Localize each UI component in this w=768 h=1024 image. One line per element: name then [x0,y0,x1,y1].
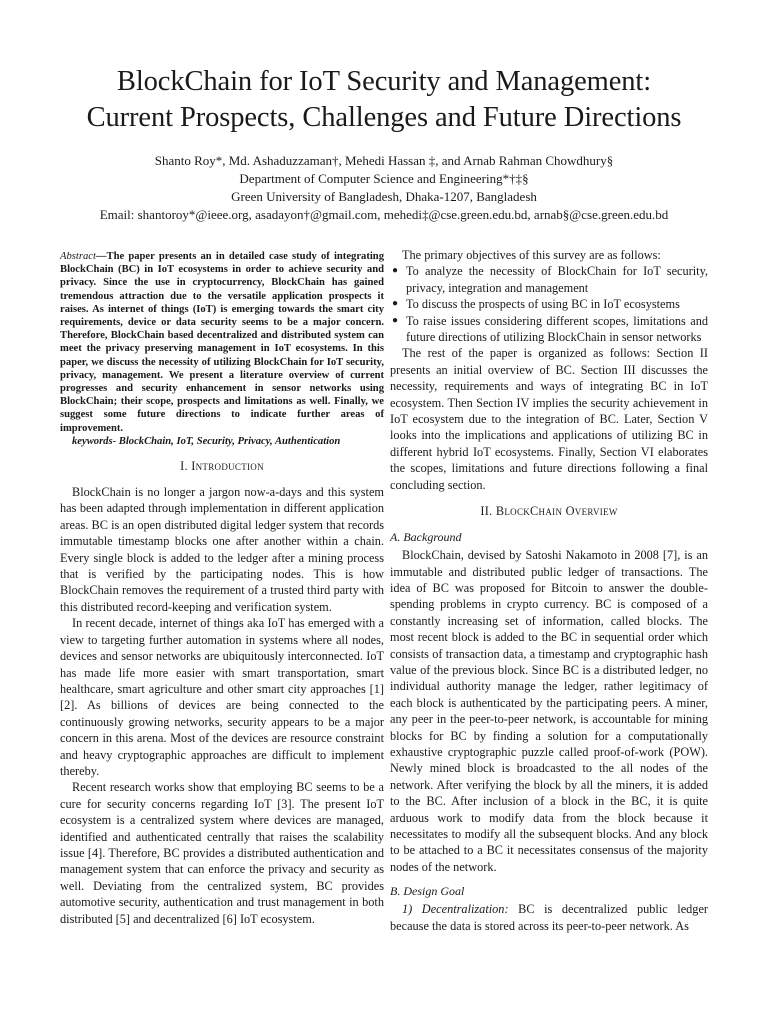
intro-paragraph-2: In recent decade, internet of things aka IoT has emerged with a view to targeting further automation in systems where all nodes, devices and sensor networks are ubiquitously interconnected. IoT has made life more easier with smart transportation, smart healthcare, smart agriculture and other smart city approaches [1] [2]. As billions of devices are being connected to the continuously growing networks, security appears to be a major concern in this arena. Most of the devices are resource constraint and heavy cryptographic approaches are difficult to implement thereby. [60,616,384,778]
abstract-text: —The paper presents an in detailed case study of integrating BlockChain (BC) in IoT ecosystems in order to achieve security and privacy. Since the use in cryptocurrency, BlockChain has gained tremendous attraction due to the versatile application prospects it raises. As internet of things (IoT) is emerging towards the smart city requirements, device or data security seems to be a major concern. Therefore, BlockChain based decentralized and distributed system can meet the privacy preserving management in IoT ecosystems. In this paper, we discuss the necessity of utilizing BlockChain for IoT security, privacy, management. We present a literature overview of current progresses and security enhancement in sensor networks using BlockChain; their scope, prospects and limitations as well. Finally, we suggest some future directions to indicate further areas of improvement. [60,251,384,434]
title-line-2: Current Prospects, Challenges and Future Directions [86,102,682,133]
author-department: Department of Computer Science and Engineering*†‡§ [239,171,529,186]
bullet-icon: ● [392,314,399,326]
decentralization-paragraph [390,901,708,934]
bullet-icon: ● [392,298,399,310]
list-item: ● To raise issues considering different scopes, limitations and future directions of utilizing BlockChain in sensor networks [392,313,708,345]
intro-paragraph-1: BlockChain is no longer a jargon now-a-days and this system has been adapted through implementation in different application areas. BC is an open distributed digital ledger system that records immutable timestamp blocks one after another within a chain. Every single block is added to the ledger after a mining process that is verified by the participating nodes. This is how BlockChain removes the requirement of a trusted third party with this distributed record-keeping and verification system. [60,485,384,614]
keywords: keywords- BlockChain, IoT, Security, Privacy, Authentication [72,435,341,447]
objectives-list [390,263,708,345]
author-university: Green University of Bangladesh, Dhaka-1207, Bangladesh [231,189,537,204]
author-emails: Email: shantoroy*@ieee.org, asadayon†@gmail.com, mehedi‡@cse.green.edu.bd, arnab§@cse.green.edu.bd [99,207,669,222]
decentralization-label: 1) Decentralization: [402,902,509,917]
abstract-label: Abstract [60,251,96,262]
subsection-heading-background: A. Background [390,530,462,545]
list-item: ● To discuss the prospects of using BC in IoT ecosystems [392,297,680,312]
bullet-icon: ● [392,265,399,277]
background-paragraph: BlockChain, devised by Satoshi Nakamoto in 2008 [7], is an immutable and distributed public ledger of transactions. The idea of BC was proposed for Bitcoin to answer the double-spending problems in crypto currency. BC is composed of a constantly increasing set of information, called blocks. The most recent block is added to the BC in sequential order which consists of transaction data, a timestamp and cryptographic hash value of the previous block. Since BC is a distributed ledger, no individual authority manage the ledger, rather legitimacy of each block is authenticated by the participating peers. A miner, any peer in the peer-to-peer network, is accountable for mining blocks for BC by finding a solution for a computationally exhaustive cryptographic puzzle called proof-of-work (POW). Newly mined block is broadcasted to the all nodes of the network. After verifying the block by all the miners, it is added to the BC. After inclusion of a block in the BC, it is quite arduous work to modify data from the block because it necessitates to modify all the subsequent blocks. And any block to be attached to a BC it necessitates consensus of the majority nodes of the network. [390,548,708,874]
intro-paragraph-3: Recent research works show that employing BC seems to be a cure for security concerns regarding IoT [3]. The present IoT ecosystem is a centralized system where devices are managed, identified and authenticated centrally that raises the scalability issue [4]. Therefore, BC provides a distributed authentication and management system that can enforce the privacy and security as well. Deviating from the centralized system, BC provides automotive security, authentication and trust management in both distributed [5] and decentralized [6] IoT ecosystem. [60,780,384,926]
section-heading-overview: II. BlockChain Overview [480,504,618,519]
title-line-1: BlockChain for IoT Security and Management: [116,66,652,97]
section-heading-introduction: I. Introduction [180,459,264,474]
left-column [60,250,384,927]
author-block [30,152,738,224]
list-item: ● To analyze the necessity of BlockChain for IoT security, privacy, integration and management [392,264,708,295]
decentralization-text: BC is decentralized public ledger because the data is stored across its peer-to-peer network. As [390,902,708,933]
abstract [60,250,384,435]
author-names: Shanto Roy*, Md. Ashaduzzaman†, Mehedi Hassan ‡, and Arnab Rahman Chowdhury§ [154,153,614,168]
objectives-intro: The primary objectives of this survey are as follows: [402,248,661,262]
paper-title [30,64,738,136]
organization-paragraph: The rest of the paper is organized as follows: Section II presents an initial overview of BC. Section III discusses the necessity, requirements and ways of integrating BC in IoT ecosystem. Then Section IV implies the security achievement in IoT ecosystem due to the integration of BC. Later, Section V looks into the implications and applications of utilizing BC in different hybrid IoT ecosystems. Finally, Section VI elaborates the scopes, limitations and future directions following a final concluding section. [390,346,708,492]
subsection-heading-design-goal: B. Design Goal [390,884,465,899]
right-column [390,247,708,934]
